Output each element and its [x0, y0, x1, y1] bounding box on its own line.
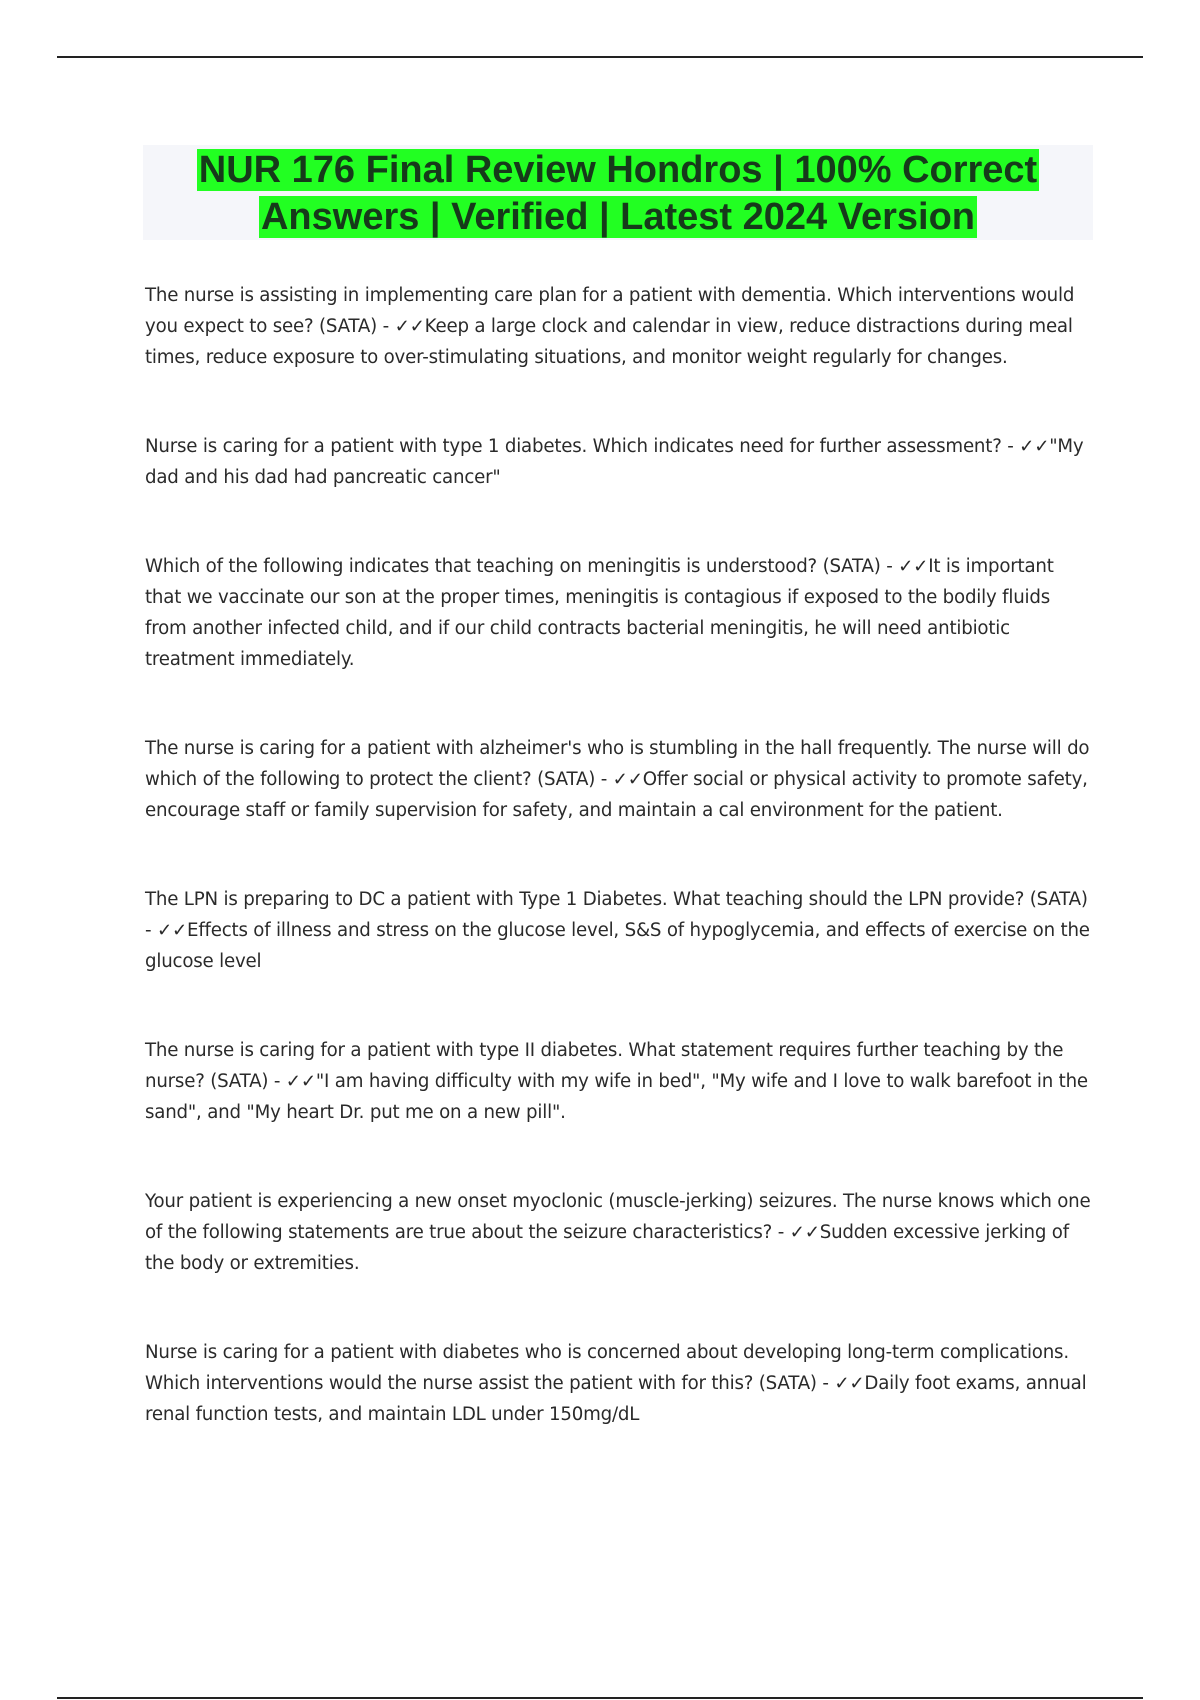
qa-item-2: Nurse is caring for a patient with type 1 diabetes. Which indicates need for further assessment? - ✓✓"My dad and his dad had pancreatic cancer"	[145, 436, 1084, 488]
title-line-2: Answers | Verified | Latest 2024 Version	[260, 196, 976, 238]
qa-item-3: Which of the following indicates that teaching on meningitis is understood? (SATA) - ✓✓It is important that we vaccinate our son at the proper times, meningitis is contagious if exposed to the bodily fluids from another infected child, and if our child contracts bacterial meningitis, he will need antibiotic treatment immediately.	[145, 556, 1054, 670]
qa-item-4: The nurse is caring for a patient with alzheimer's who is stumbling in the hall frequently. The nurse will do which of the following to protect the client? (SATA) - ✓✓Offer social or physical activity to promote safety, encourage staff or family supervision for safety, and maintain a cal environment for the patient.	[145, 738, 1090, 821]
qa-item-7: Your patient is experiencing a new onset myoclonic (muscle-jerking) seizures. The nurse knows which one of the following statements are true about the seizure characteristics? - ✓✓Sudden excessive jerking of the body or extremities.	[145, 1191, 1091, 1274]
question-list	[145, 280, 1095, 1430]
header-rule	[57, 56, 1143, 58]
footer-rule	[57, 1697, 1143, 1699]
qa-item-5: The LPN is preparing to DC a patient with Type 1 Diabetes. What teaching should the LPN provide? (SATA) - ✓✓Effects of illness and stress on the glucose level, S&S of hypoglycemia, and effects of exercise on the glucose level	[145, 889, 1090, 972]
qa-item-6: The nurse is caring for a patient with type II diabetes. What statement requires further teaching by the nurse? (SATA) - ✓✓"I am having difficulty with my wife in bed", "My wife and I love to walk barefoot in the sand", and "My heart Dr. put me on a new pill".	[145, 1040, 1088, 1123]
document-title	[143, 145, 1093, 241]
qa-item-8: Nurse is caring for a patient with diabetes who is concerned about developing long-term complications. Which interventions would the nurse assist the patient with for this? (SATA) - ✓✓Daily foot exams, annual renal function tests, and maintain LDL under 150mg/dL	[145, 1342, 1087, 1425]
title-line-1: NUR 176 Final Review Hondros | 100% Correct	[198, 149, 1038, 191]
qa-item-1: The nurse is assisting in implementing care plan for a patient with dementia. Which interventions would you expect to see? (SATA) - ✓✓Keep a large clock and calendar in view, reduce distractions during meal times, reduce exposure to over-stimulating situations, and monitor weight regularly for changes.	[145, 285, 1075, 368]
title-banner	[143, 145, 1093, 240]
